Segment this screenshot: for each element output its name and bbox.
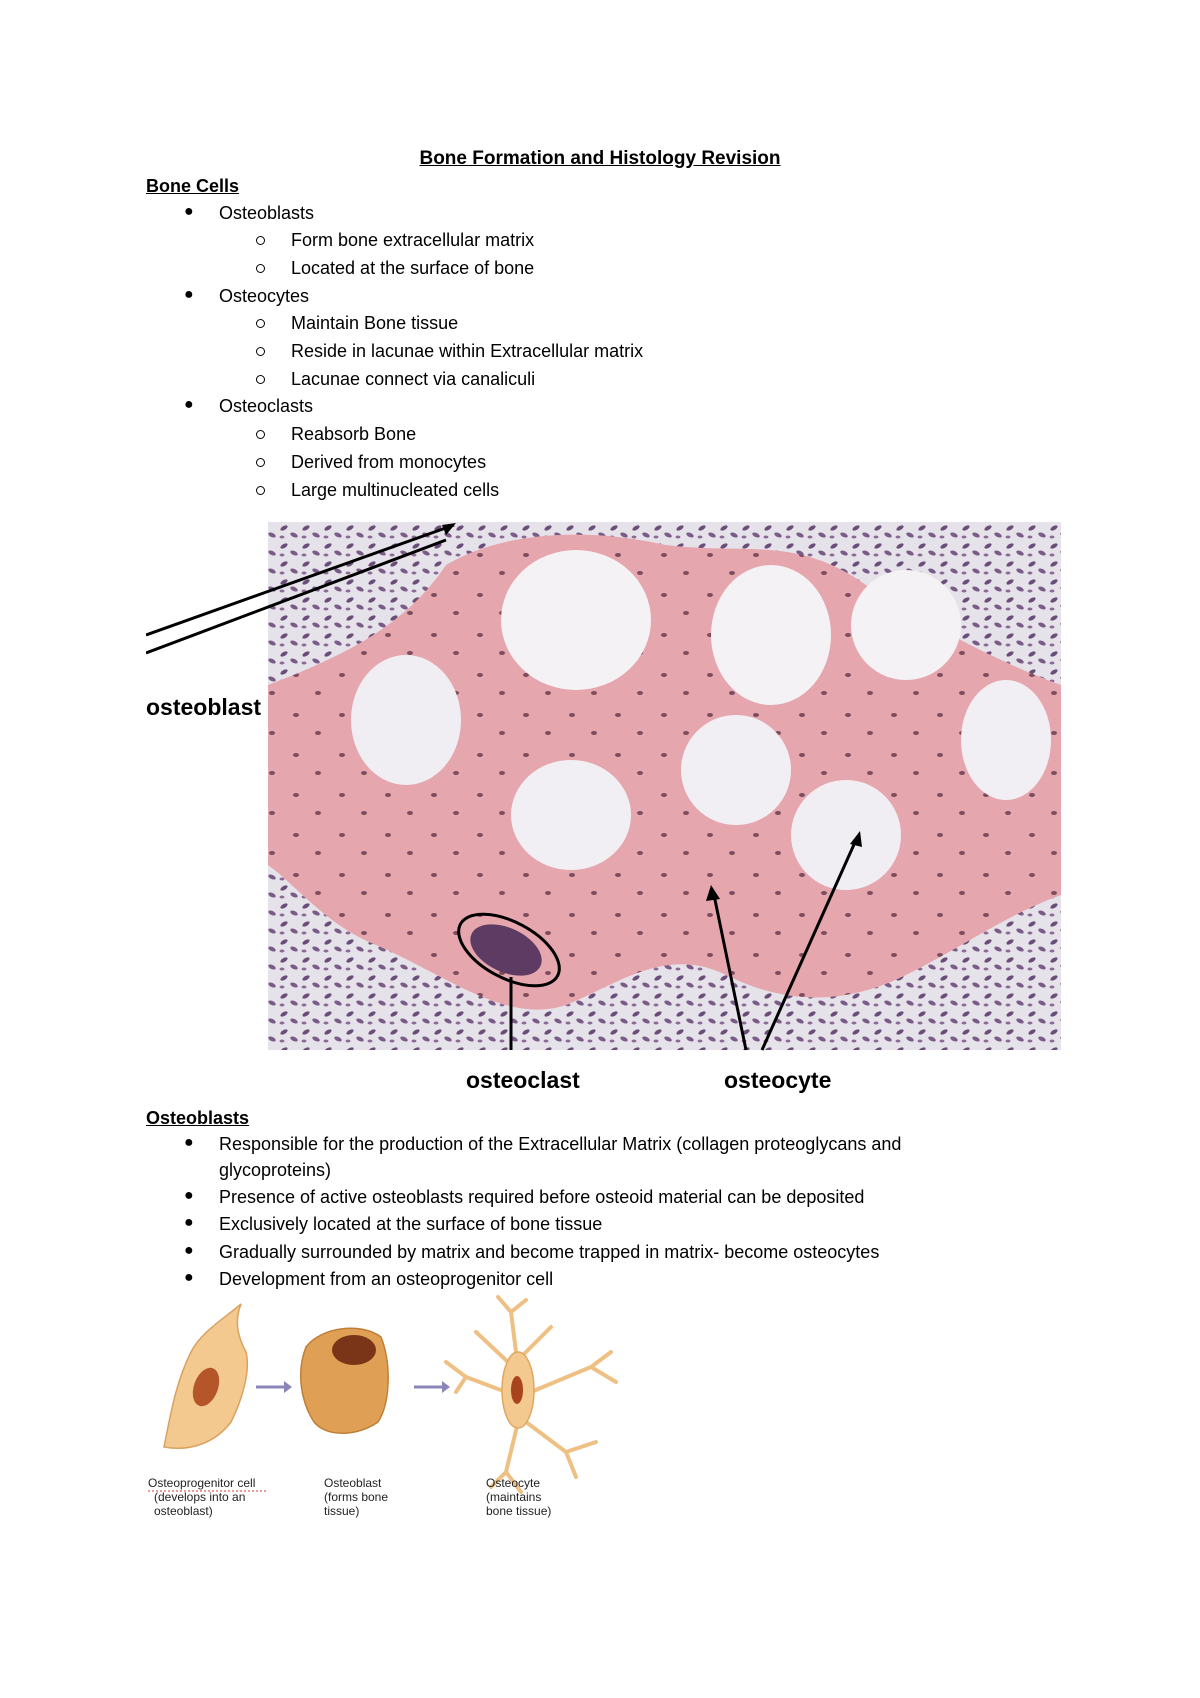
sub-list-item: Form bone extracellular matrix — [291, 230, 535, 250]
page-title: Bone Formation and Histology Revision — [419, 148, 781, 169]
list-item: Responsible for the production of the Extracellular Matrix (collagen proteoglycans and — [219, 1134, 902, 1154]
hollow-bullet-icon — [256, 458, 265, 467]
sub-list-item: Derived from monocytes — [291, 452, 487, 472]
label-osteoprogenitor-desc-2: osteoblast) — [154, 1504, 213, 1518]
label-osteoclast: osteoclast — [466, 1067, 580, 1093]
sub-list-item: Large multinucleated cells — [291, 480, 500, 500]
bullet-icon: ● — [184, 1187, 194, 1204]
list-item: Osteoclasts — [219, 396, 314, 416]
bullet-icon: ● — [184, 1214, 194, 1231]
sub-list-item: Lacunae connect via canaliculi — [291, 369, 536, 389]
section-heading-osteoblasts: Osteoblasts — [146, 1108, 250, 1128]
label-osteoblast-cell: Osteoblast — [324, 1476, 382, 1490]
osteoblast-cell-image — [301, 1328, 388, 1433]
label-osteoprogenitor-cell: Osteoprogenitor cell — [148, 1476, 256, 1490]
list-item: Presence of active osteoblasts required before osteoid material can be deposited — [219, 1187, 865, 1207]
cell-development-figure — [146, 1292, 626, 1537]
hollow-bullet-icon — [256, 486, 265, 495]
label-osteoblast-desc: (forms bone — [324, 1490, 389, 1504]
arrow-icon — [256, 1381, 292, 1393]
sub-list-item: Located at the surface of bone — [291, 258, 535, 278]
list-item: Gradually surrounded by matrix and become trapped in matrix- become osteocytes — [219, 1242, 880, 1262]
sub-list-item: Reabsorb Bone — [291, 424, 417, 444]
label-osteoprogenitor-desc: (develops into an — [154, 1490, 246, 1504]
bullet-icon: ● — [184, 203, 194, 220]
hollow-bullet-icon — [256, 347, 265, 356]
osteoprogenitor-cell-image — [164, 1304, 247, 1448]
hollow-bullet-icon — [256, 264, 265, 273]
label-osteoblast: osteoblast — [146, 694, 262, 720]
label-osteocyte-desc: (maintains — [486, 1490, 542, 1504]
label-osteocyte: osteocyte — [724, 1067, 832, 1093]
label-osteoblast-desc-2: tissue) — [324, 1504, 360, 1518]
hollow-bullet-icon — [256, 236, 265, 245]
hollow-bullet-icon — [256, 375, 265, 384]
hollow-bullet-icon — [256, 430, 265, 439]
bullet-icon: ● — [184, 286, 194, 303]
sub-list-item: Reside in lacunae within Extracellular matrix — [291, 341, 644, 361]
list-item: Development from an osteoprogenitor cell — [219, 1269, 554, 1289]
bullet-icon: ● — [184, 396, 194, 413]
bullet-icon: ● — [184, 1242, 194, 1259]
list-item: Exclusively located at the surface of bone tissue — [219, 1214, 603, 1234]
list-item: Osteoblasts — [219, 203, 315, 223]
sub-list-item: Maintain Bone tissue — [291, 313, 459, 333]
bullet-icon: ● — [184, 1269, 194, 1286]
histology-figure — [146, 505, 1061, 1100]
section-heading-bone-cells: Bone Cells — [146, 176, 240, 196]
hollow-bullet-icon — [256, 319, 265, 328]
bullet-icon: ● — [184, 1134, 194, 1151]
list-item-continuation: glycoproteins) — [219, 1160, 332, 1180]
label-osteocyte-desc-2: bone tissue) — [486, 1504, 552, 1518]
osteocyte-cell-image — [446, 1297, 616, 1492]
label-osteocyte-cell: Osteocyte — [486, 1476, 541, 1490]
list-item: Osteocytes — [219, 286, 310, 306]
micrograph-image — [268, 522, 1061, 1050]
arrow-icon — [414, 1381, 450, 1393]
